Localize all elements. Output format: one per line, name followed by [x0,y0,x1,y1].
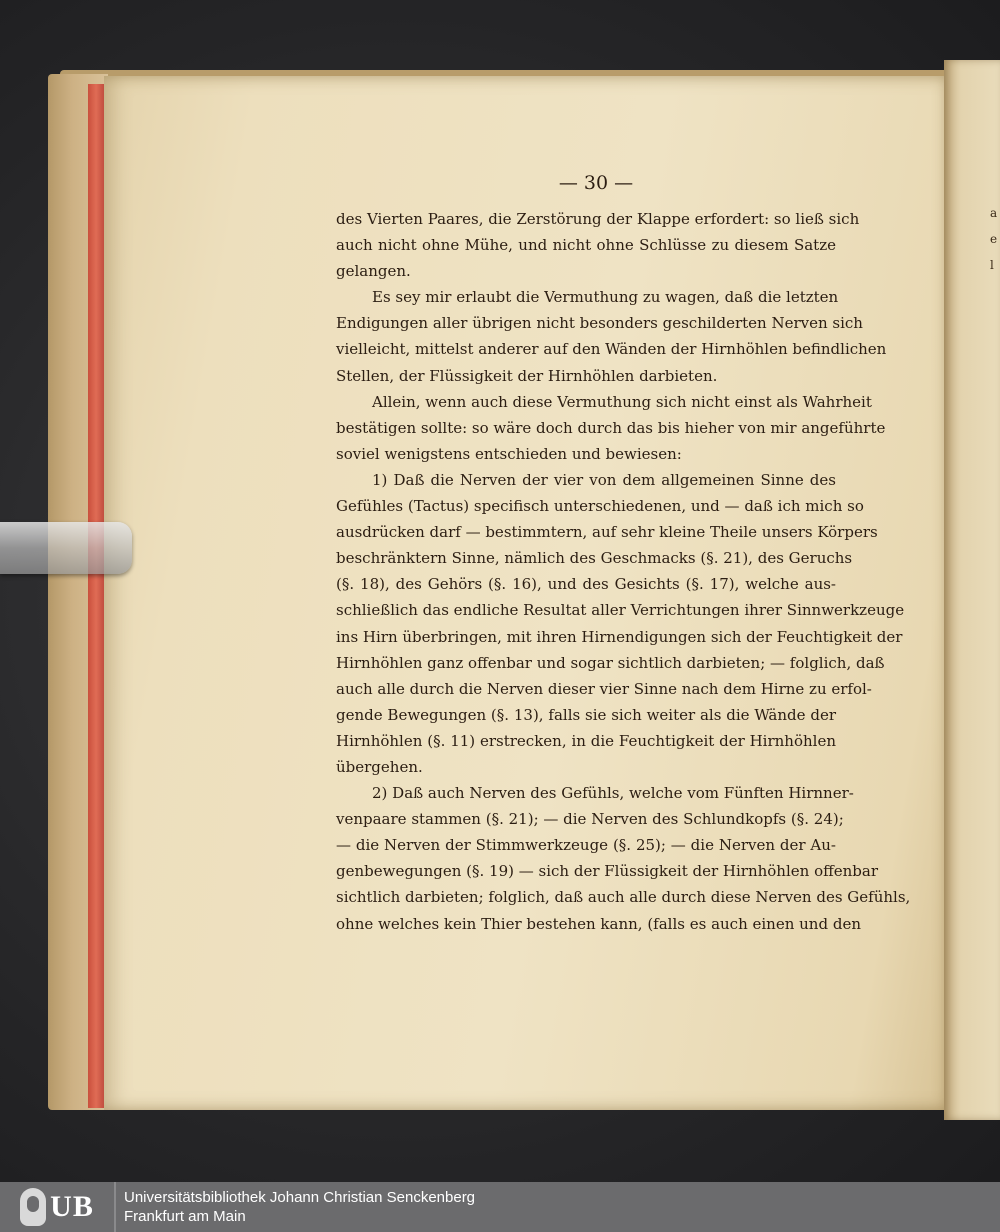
facing-char: l [990,258,994,272]
text-line: Allein, wenn auch diese Vermuthung sich nicht einst als Wahrheit [372,392,872,411]
library-footer [0,1182,1000,1232]
text-line: venpaare stammen (§. 21); — die Nerven des Schlundkopfs (§. 24); [336,810,844,829]
text-line: sichtlich darbieten; folglich, daß auch alle durch diese Nerven des Gefühls, [336,888,911,907]
text-line: (§. 18), des Gehörs (§. 16), und des Gesichts (§. 17), welche aus- [336,575,836,594]
text-line: Hirnhöhlen (§. 11) erstrecken, in die Feuchtigkeit der Hirnhöhlen [336,731,836,750]
page-text [336,172,911,937]
facing-page-fragment [990,200,997,278]
text-line: Stellen, der Flüssigkeit der Hirnhöhlen darbieten. [336,366,718,385]
text-line: genbewegungen (§. 19) — sich der Flüssigkeit der Hirnhöhlen offenbar [336,862,879,881]
text-line: Endigungen aller übrigen nicht besonders geschilderten Nerven sich [336,314,863,333]
page-number: — 30 — [558,172,634,194]
text-line: Es sey mir erlaubt die Vermuthung zu wagen, daß die letzten [372,288,839,307]
text-line: gelangen. [336,262,411,281]
text-line: — die Nerven der Stimmwerkzeuge (§. 25); — die Nerven der Au- [336,836,836,855]
text-line: des Vierten Paares, die Zerstörung der Klappe erfordert: so ließ sich [336,210,860,228]
library-name-line1: Universitätsbibliothek Johann Christian Senckenberg [124,1189,476,1206]
text-line: auch alle durch die Nerven dieser vier Sinne nach dem Hirne zu erfol- [336,679,872,698]
text-line: übergehen. [336,757,423,776]
text-line: Hirnhöhlen ganz offenbar und sogar sichtlich darbieten; — folglich, daß [336,653,885,672]
text-line: vielleicht, mittelst anderer auf den Wänden der Hirnhöhlen befindlichen [336,340,887,359]
portrait-icon [20,1188,46,1226]
text-line: beschränktern Sinne, nämlich des Geschmacks (§. 21), des Geruchs [336,549,853,568]
text-line: ohne welches kein Thier bestehen kann, (falls es auch einen und den [336,914,861,933]
library-logo[interactable] [0,1182,116,1232]
library-name-line2: Frankfurt am Main [124,1208,246,1225]
text-line: ausdrücken darf — bestimmtern, auf sehr kleine Theile unsers Körpers [336,523,878,542]
text-line: gende Bewegungen (§. 13), falls sie sich weiter als die Wände der [336,705,836,724]
logo-text: UB [50,1190,94,1223]
text-line: auch nicht ohne Mühe, und nicht ohne Schlüsse zu diesem Satze [336,236,836,255]
text-line: ins Hirn überbringen, mit ihren Hirnendigungen sich der Feuchtigkeit der [336,627,903,646]
text-line: bestätigen sollte: so wäre doch durch das bis hieher von mir angeführte [336,418,886,437]
text-line: soviel wenigstens entschieden und bewiesen: [336,444,682,463]
page-clip [0,522,132,574]
text-line: schließlich das endliche Resultat aller Verrichtungen ihrer Sinnwerkzeuge [336,601,905,620]
facing-char: e [990,232,998,246]
text-line: 1) Daß die Nerven der vier von dem allgemeinen Sinne des [372,470,836,489]
text-line: 2) Daß auch Nerven des Gefühls, welche vom Fünften Hirnner- [372,784,854,803]
facing-char: a [990,206,998,220]
text-line: Gefühles (Tactus) specifisch unterschiedenen, und — daß ich mich so [336,497,864,516]
library-name [116,1188,475,1226]
